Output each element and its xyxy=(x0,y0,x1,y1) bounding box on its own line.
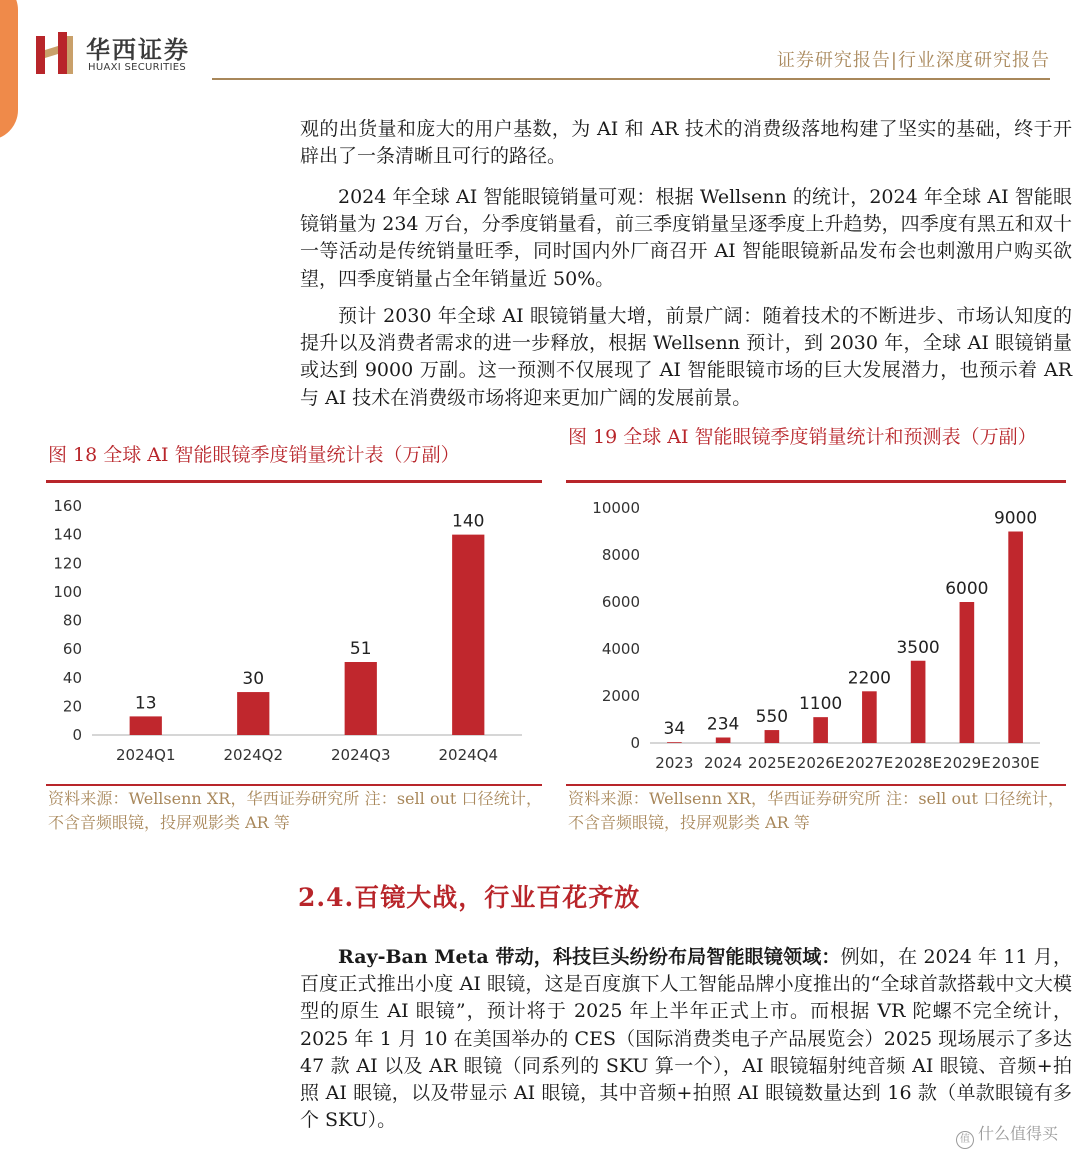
y-tick-label: 6000 xyxy=(601,593,640,611)
y-tick-label: 40 xyxy=(62,668,82,687)
figure-18-bottom-rule xyxy=(46,784,542,786)
bar xyxy=(813,717,828,743)
figure-18-top-rule xyxy=(46,480,542,483)
y-tick-label: 0 xyxy=(72,726,82,744)
figure-18-bar-chart xyxy=(46,488,542,778)
data-label: 51 xyxy=(349,639,372,660)
x-tick-label: 2024Q4 xyxy=(438,746,499,764)
data-label: 6000 xyxy=(945,579,989,599)
figure-19-bottom-rule xyxy=(566,784,1066,786)
data-label: 140 xyxy=(452,511,485,532)
data-label: 3500 xyxy=(896,637,940,658)
x-tick-label: 2028E xyxy=(894,754,942,772)
paragraph-intro: 观的出货量和庞大的用户基数，为 AI 和 AR 技术的消费级落地构建了坚实的基础，终于开辟出了一条清晰且可行的路径。 xyxy=(300,118,1072,168)
watermark-icon: 值 xyxy=(956,1131,974,1149)
huaxi-logo-icon xyxy=(36,32,76,74)
figure-18-source: 资料来源：Wellsenn XR，华西证券研究所 注：sell out 口径统计，不含音频眼镜，投屏观影类 AR 等 xyxy=(48,789,542,832)
x-tick-label: 2023 xyxy=(655,754,694,772)
x-tick-label: 2026E xyxy=(796,754,845,772)
y-tick-label: 2000 xyxy=(601,687,640,705)
bar xyxy=(452,535,484,735)
y-tick-label: 160 xyxy=(53,497,82,515)
y-tick-label: 10000 xyxy=(592,499,640,517)
paragraph-2030-forecast: 预计 2030 年全球 AI 眼镜销量大增，前景广阔：随着技术的不断进步、市场认知度的提升以及消费者需求的进一步释放，根据 Wellsenn 预计，到 2030 年，全球 AI 眼镜销量或达到 9000 万副。这一预测不仅展现了 AI 智能眼镜市场的巨大发展潜力，也预示着 AR 与 AI 技术在消费级市场将迎来更加广阔的发展前景。 xyxy=(300,305,1072,409)
x-tick-label: 2027E xyxy=(845,754,894,772)
data-label: 34 xyxy=(663,719,686,740)
bar xyxy=(667,742,682,743)
paragraph-2024-sales: 2024 年全球 AI 智能眼镜销量可观：根据 Wellsenn 的统计，2024 年全球 AI 智能眼镜销量为 234 万台，分季度销量看，前三季度销量呈逐季度上升趋势，四季度有黑五和双十一等活动是传统销量旺季，同时国内外厂商召开 AI 智能眼镜新品发布会也刺激用户购买欲望，四季度销量占全年销量近 50%。 xyxy=(300,186,1072,290)
figure-19-bar-chart xyxy=(566,488,1066,778)
bar xyxy=(1008,532,1023,744)
data-label: 234 xyxy=(706,714,740,735)
figure-18-title: 图 18 全球 AI 智能眼镜季度销量统计表（万副） xyxy=(48,444,460,466)
bar xyxy=(130,716,162,735)
data-label: 1100 xyxy=(798,694,843,715)
x-tick-label: 2029E xyxy=(943,754,991,772)
x-tick-label: 2025E xyxy=(748,754,796,772)
figure-19-source: 资料来源：Wellsenn XR，华西证券研究所 注：sell out 口径统计，不含音频眼镜，投屏观影类 AR 等 xyxy=(568,789,1064,832)
x-tick-label: 2024Q2 xyxy=(223,746,284,764)
bar xyxy=(960,602,975,743)
paragraph-industry xyxy=(300,944,1072,1134)
data-label: 13 xyxy=(134,693,157,714)
report-type: 证券研究报告|行业深度研究报告 xyxy=(776,50,1050,71)
figure-19-top-rule xyxy=(566,480,1066,483)
bar xyxy=(862,691,877,743)
x-tick-label: 2024Q1 xyxy=(115,746,176,764)
paragraph-lead: Ray-Ban Meta 带动，科技巨头纷纷布局智能眼镜领域： xyxy=(338,946,841,968)
data-label: 550 xyxy=(755,707,789,728)
x-tick-label: 2030E xyxy=(991,754,1040,772)
watermark xyxy=(956,1121,1058,1149)
bar xyxy=(716,738,731,743)
y-tick-label: 100 xyxy=(53,582,82,601)
data-label: 2200 xyxy=(847,668,892,689)
bar xyxy=(911,661,926,743)
y-tick-label: 120 xyxy=(53,554,82,573)
header-divider xyxy=(212,78,1050,80)
y-tick-label: 60 xyxy=(62,640,82,659)
section-heading: 2.4.百镜大战，行业百花齐放 xyxy=(298,883,641,912)
watermark-text: 什么值得买 xyxy=(977,1124,1058,1143)
figure-19-title: 图 19 全球 AI 智能眼镜季度销量统计和预测表（万副） xyxy=(568,426,1037,448)
bar xyxy=(765,730,780,743)
y-tick-label: 140 xyxy=(53,525,82,544)
x-tick-label: 2024Q3 xyxy=(330,746,391,764)
data-label: 30 xyxy=(242,669,265,690)
paragraph-body: 例如，在 2024 年 11 月，百度正式推出小度 AI 眼镜，这是百度旗下人工智能品牌小度推出的“全球首款搭载中文大模型的原生 AI 眼镜”，预计将于 2025 年上半年正式上市。而根据 VR 陀螺不完全统计，2025 年 1 月 10 在美国举办的 CES（国际消费类电子产品展览会）2025 现场展示了多达 47 款 AI 以及 AR 眼镜（同系列的 SKU 算一个），AI 眼镜辐射纯音频 AI 眼镜、音频+拍照 AI 眼镜，以及带显示 AI 眼镜，其中音频+拍照 AI 眼镜数量达到 16 款（单款眼镜有多个 SKU）。 xyxy=(300,946,1072,1132)
y-tick-label: 80 xyxy=(62,611,82,630)
bar xyxy=(237,692,269,735)
y-tick-label: 4000 xyxy=(601,640,640,658)
edge-tab xyxy=(0,0,18,140)
company-name-cn: 华西证券 xyxy=(86,36,190,64)
data-label: 9000 xyxy=(993,508,1038,529)
x-tick-label: 2024 xyxy=(704,754,743,772)
bar xyxy=(345,662,377,735)
y-tick-label: 20 xyxy=(62,697,82,716)
company-name-en: HUAXI SECURITIES xyxy=(88,62,187,73)
y-tick-label: 0 xyxy=(630,734,640,752)
y-tick-label: 8000 xyxy=(601,546,640,564)
